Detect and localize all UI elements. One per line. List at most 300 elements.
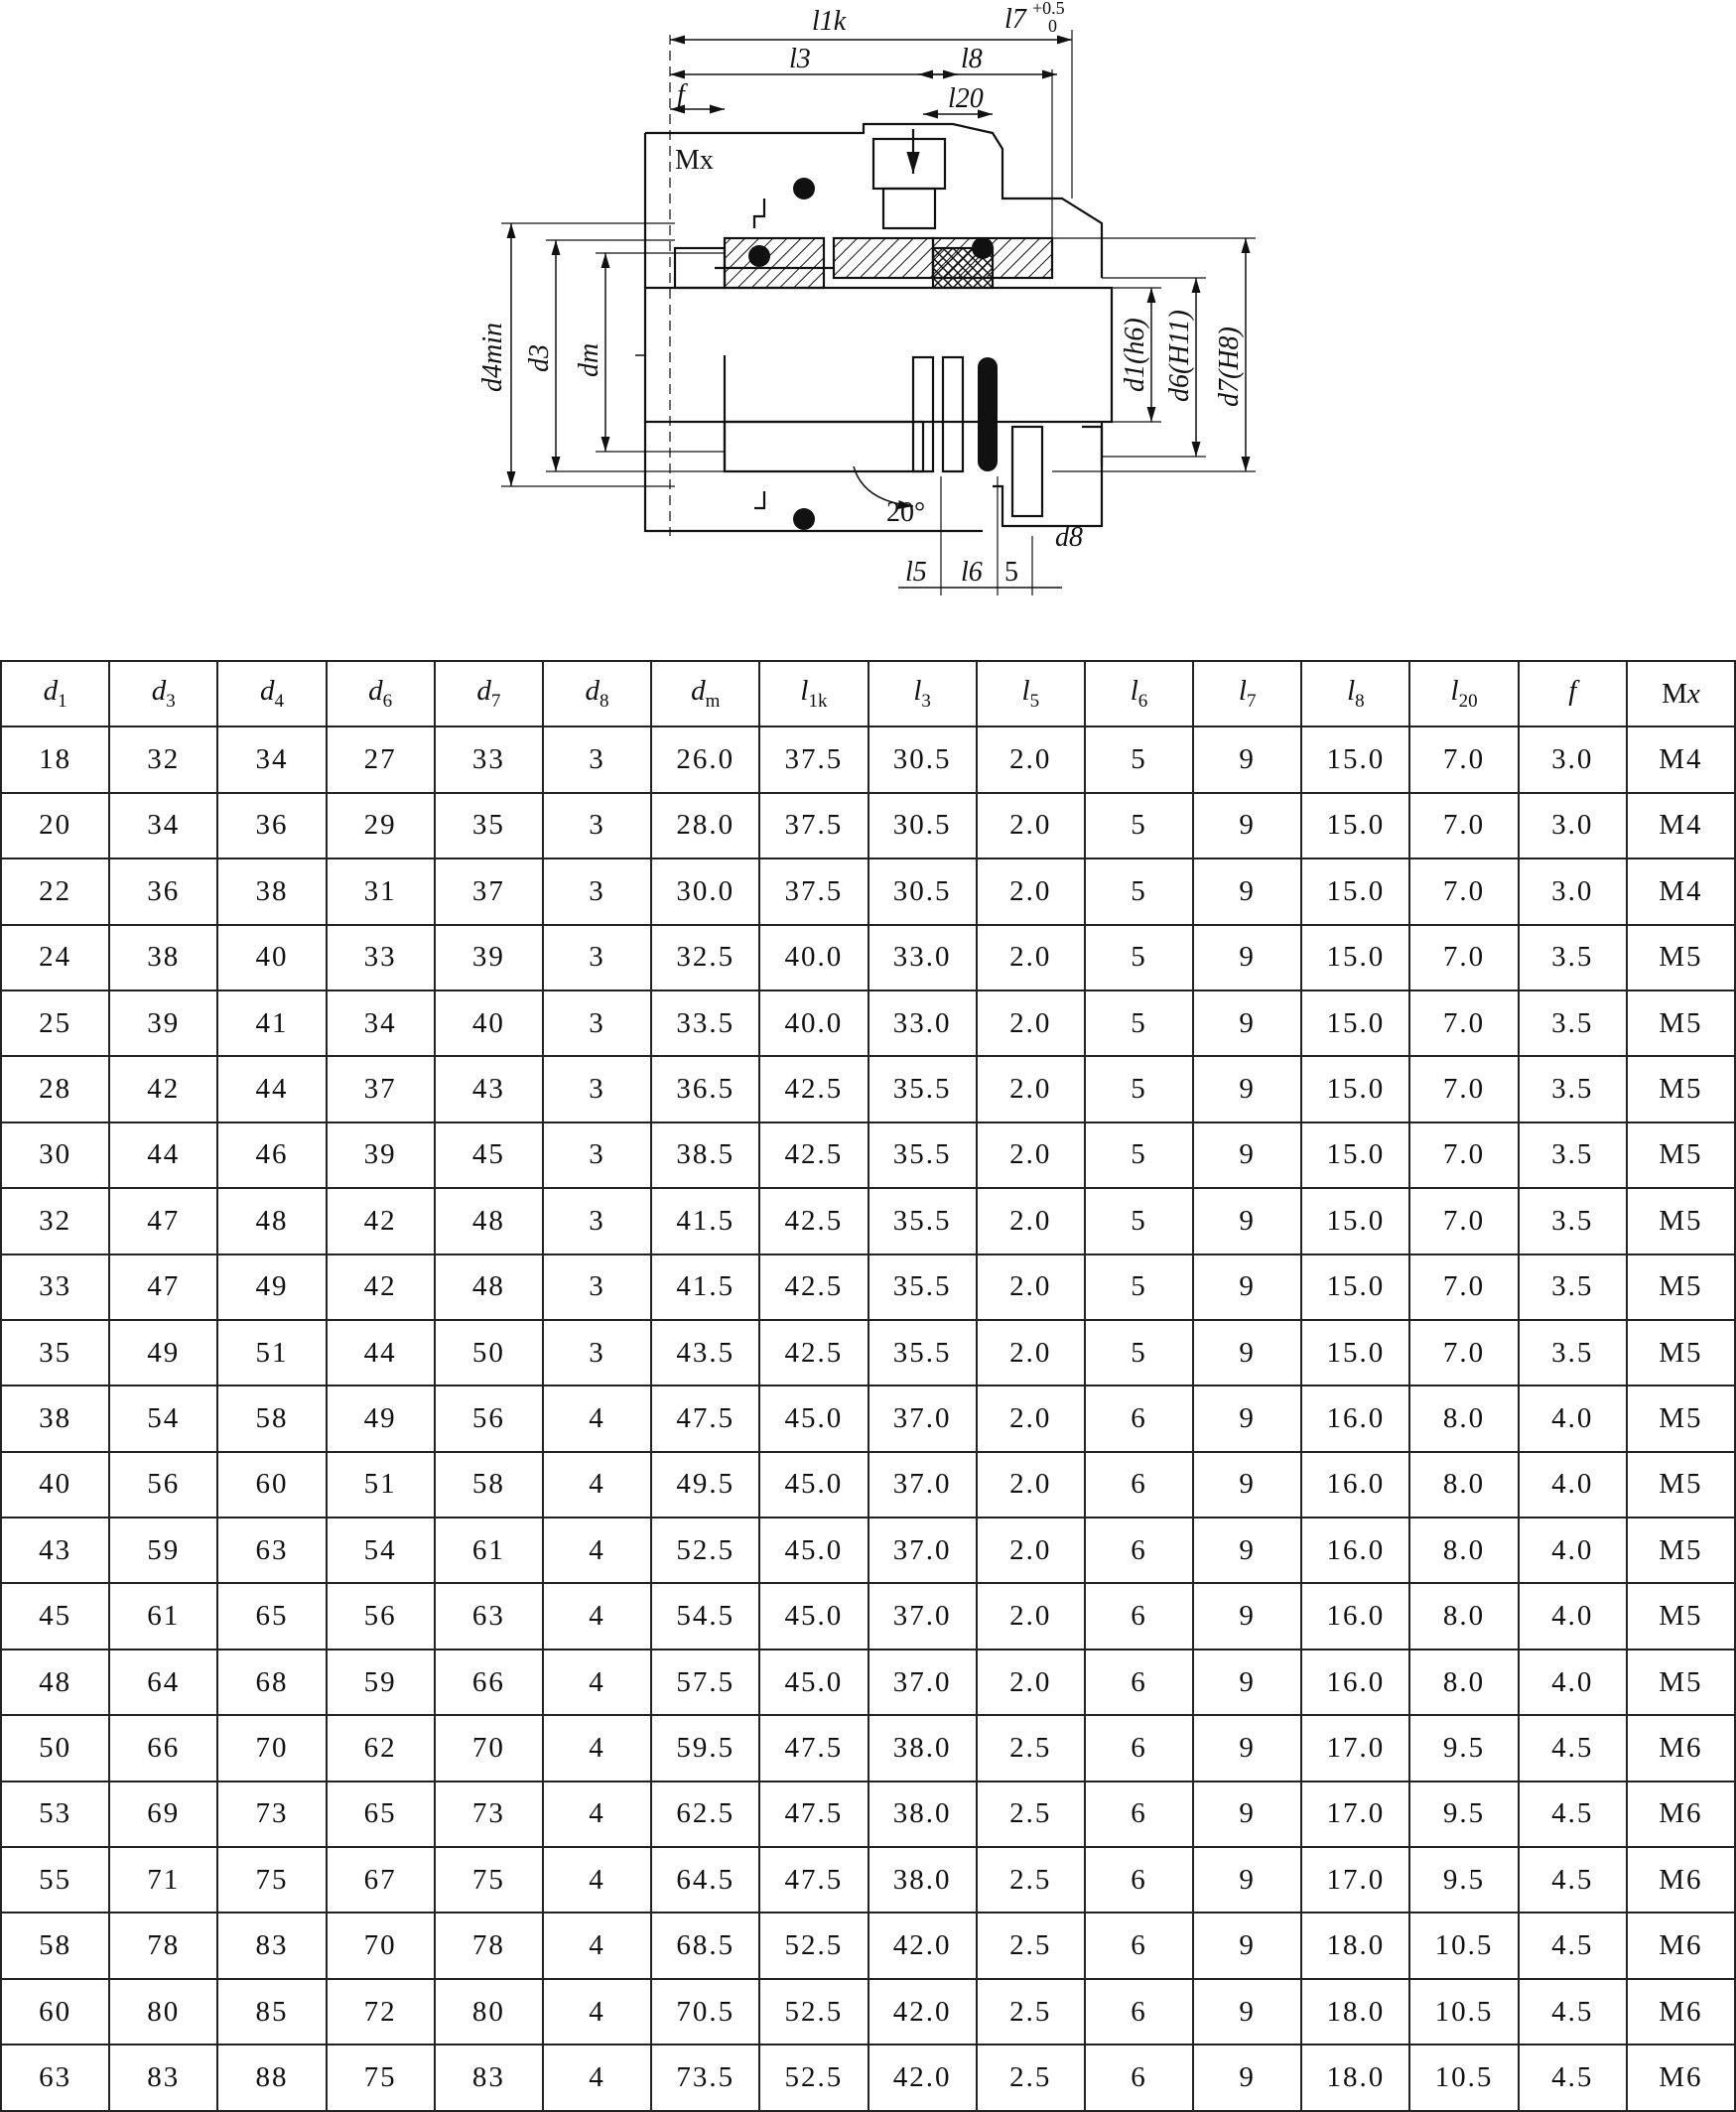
table-cell-l3: 37.0 [868,1650,977,1715]
table-cell-mx: M5 [1627,1452,1735,1518]
table-cell-l8: 16.0 [1301,1650,1409,1715]
table-cell-d6: 62 [327,1715,435,1781]
table-cell-l3: 35.5 [868,1254,977,1320]
table-cell-mx: M4 [1627,793,1735,858]
column-header-l1k: $l_{1k}$ [759,661,868,726]
table-cell-l5: 2.5 [977,1782,1085,1847]
table-cell-d3: 69 [109,1782,217,1847]
column-header-l6: $l_6$ [1085,661,1193,726]
table-cell-l7: 9 [1193,925,1301,990]
table-cell-l5: 2.0 [977,925,1085,990]
table-cell-d1: 45 [1,1583,109,1649]
svg-text:Mx [675,145,714,176]
shaft [645,288,1112,422]
table-cell-l7: 9 [1193,1386,1301,1451]
table-cell-dm: 73.5 [651,2045,759,2110]
table-cell-dm: 54.5 [651,1583,759,1649]
table-row [1,1188,1735,1254]
table-cell-d8: 3 [543,858,651,924]
table-cell-d4: 44 [217,1056,326,1122]
table-cell-d1: 38 [1,1386,109,1451]
table-cell-l6: 5 [1085,1056,1193,1122]
label-l1k: l1k [812,6,847,37]
table-cell-f: 4.5 [1519,1979,1627,2045]
svg-text:d8 [1055,522,1083,553]
table-cell-l5: 2.0 [977,1122,1085,1188]
table-cell-d3: 39 [109,990,217,1056]
table-cell-dm: 41.5 [651,1254,759,1320]
table-cell-d6: 49 [327,1386,435,1451]
table-cell-l1k: 45.0 [759,1386,868,1451]
label-l3: l3 [789,44,811,74]
table-cell-f: 4.0 [1519,1650,1627,1715]
table-cell-l6: 6 [1085,1386,1193,1451]
table-cell-d4: 75 [217,1847,326,1913]
table-cell-d4: 83 [217,1913,326,1978]
table-cell-l20: 7.0 [1409,793,1518,858]
table-cell-d8: 3 [543,990,651,1056]
column-header-l7: $l_7$ [1193,661,1301,726]
label-d8: d8 [1055,522,1083,553]
table-cell-d8: 4 [543,1913,651,1978]
table-cell-l20: 8.0 [1409,1452,1518,1518]
table-cell-d7: 39 [435,925,543,990]
table-cell-d3: 83 [109,2045,217,2110]
table-cell-d6: 72 [327,1979,435,2045]
table-cell-d3: 71 [109,1847,217,1913]
table-cell-l3: 35.5 [868,1122,977,1188]
svg-text:l20 [948,83,984,114]
table-cell-mx: M6 [1627,1782,1735,1847]
table-cell-l20: 7.0 [1409,1056,1518,1122]
table-cell-d7: 45 [435,1122,543,1188]
table-cell-d1: 63 [1,2045,109,2110]
table-cell-d3: 78 [109,1913,217,1978]
table-cell-d7: 48 [435,1188,543,1254]
svg-text:l1k [812,6,847,37]
table-cell-l1k: 45.0 [759,1583,868,1649]
table-cell-l3: 35.5 [868,1056,977,1122]
table-cell-l1k: 42.5 [759,1320,868,1386]
table-cell-d6: 65 [327,1782,435,1847]
table-cell-d1: 35 [1,1320,109,1386]
svg-text:d1(h6) [1120,318,1150,392]
table-cell-l8: 17.0 [1301,1715,1409,1781]
table-cell-l5: 2.0 [977,1188,1085,1254]
table-cell-d4: 38 [217,858,326,924]
table-cell-l6: 6 [1085,1583,1193,1649]
table-cell-f: 4.0 [1519,1518,1627,1583]
table-cell-d8: 3 [543,726,651,792]
table-cell-l20: 9.5 [1409,1847,1518,1913]
table-cell-d8: 4 [543,1979,651,2045]
table-cell-l5: 2.0 [977,1056,1085,1122]
table-cell-l6: 6 [1085,1715,1193,1781]
table-cell-l3: 37.0 [868,1386,977,1451]
table-cell-l3: 30.5 [868,858,977,924]
table-cell-l8: 16.0 [1301,1452,1409,1518]
table-row [1,1782,1735,1847]
table-cell-f: 3.5 [1519,990,1627,1056]
table-cell-d3: 34 [109,793,217,858]
table-cell-l20: 10.5 [1409,2045,1518,2110]
dimension-table [0,660,1736,2112]
table-cell-l7: 9 [1193,990,1301,1056]
table-cell-d6: 34 [327,990,435,1056]
table-cell-l20: 8.0 [1409,1650,1518,1715]
table-cell-mx: M5 [1627,1320,1735,1386]
table-row [1,1847,1735,1913]
table-cell-d7: 37 [435,858,543,924]
column-header-l8: $l_8$ [1301,661,1409,726]
table-cell-d7: 56 [435,1386,543,1451]
table-cell-l5: 2.5 [977,1979,1085,2045]
column-header-mx: Mx [1627,661,1735,726]
table-cell-mx: M4 [1627,726,1735,792]
table-cell-l20: 7.0 [1409,1188,1518,1254]
table-cell-d1: 53 [1,1782,109,1847]
table-cell-d8: 4 [543,1650,651,1715]
label-l7-tolerance-lower: 0 [1048,16,1057,36]
table-cell-l8: 15.0 [1301,1254,1409,1320]
table-cell-d4: 36 [217,793,326,858]
table-cell-d8: 3 [543,1122,651,1188]
table-cell-l5: 2.5 [977,1715,1085,1781]
table-cell-l6: 5 [1085,1320,1193,1386]
table-cell-d6: 42 [327,1188,435,1254]
table-cell-l1k: 45.0 [759,1452,868,1518]
column-header-d8: $d_8$ [543,661,651,726]
table-row [1,726,1735,792]
table-cell-d6: 70 [327,1913,435,1978]
table-cell-l3: 42.0 [868,2045,977,2110]
table-cell-d3: 66 [109,1715,217,1781]
table-cell-d7: 40 [435,990,543,1056]
table-cell-dm: 47.5 [651,1386,759,1451]
table-cell-l3: 37.0 [868,1583,977,1649]
table-body [1,726,1735,2110]
table-cell-d3: 56 [109,1452,217,1518]
label-mx: Mx [675,145,714,176]
table-cell-d1: 32 [1,1188,109,1254]
table-cell-l20: 7.0 [1409,1122,1518,1188]
table-row [1,1320,1735,1386]
table-cell-dm: 38.5 [651,1122,759,1188]
table-cell-d8: 3 [543,1188,651,1254]
table-cell-d1: 50 [1,1715,109,1781]
svg-text:l6 [961,557,983,588]
table-cell-d3: 47 [109,1254,217,1320]
table-cell-d1: 20 [1,793,109,858]
table-row [1,1452,1735,1518]
table-cell-l6: 5 [1085,1188,1193,1254]
table-cell-l1k: 47.5 [759,1782,868,1847]
table-cell-d4: 48 [217,1188,326,1254]
svg-text:20° [886,497,925,528]
svg-text:d7(H8) [1214,327,1245,407]
table-cell-d3: 36 [109,858,217,924]
table-cell-l8: 15.0 [1301,1122,1409,1188]
table-cell-l20: 7.0 [1409,925,1518,990]
table-cell-d6: 27 [327,726,435,792]
label-five: 5 [1004,557,1018,588]
table-cell-d6: 51 [327,1452,435,1518]
table-cell-d1: 28 [1,1056,109,1122]
table-cell-l3: 38.0 [868,1782,977,1847]
table-cell-d1: 58 [1,1913,109,1978]
table-cell-l3: 38.0 [868,1847,977,1913]
table-cell-d1: 43 [1,1518,109,1583]
table-cell-dm: 30.0 [651,858,759,924]
table-cell-mx: M5 [1627,1122,1735,1188]
table-cell-l8: 15.0 [1301,1188,1409,1254]
table-cell-d4: 40 [217,925,326,990]
table-cell-l3: 37.0 [868,1518,977,1583]
table-cell-mx: M5 [1627,1518,1735,1583]
table-cell-d8: 3 [543,1254,651,1320]
table-cell-l3: 38.0 [868,1715,977,1781]
table-cell-l20: 7.0 [1409,1320,1518,1386]
label-l5: l5 [905,557,927,588]
table-cell-f: 3.0 [1519,726,1627,792]
table-cell-l1k: 37.5 [759,726,868,792]
table-cell-l8: 17.0 [1301,1847,1409,1913]
table-cell-d1: 24 [1,925,109,990]
table-cell-l8: 18.0 [1301,2045,1409,2110]
table-row [1,793,1735,858]
table-cell-d6: 29 [327,793,435,858]
table-cell-d7: 61 [435,1518,543,1583]
table-cell-d3: 64 [109,1650,217,1715]
table-cell-l7: 9 [1193,858,1301,924]
table-cell-f: 4.0 [1519,1583,1627,1649]
label-angle: 20° [886,497,926,528]
table-cell-d4: 51 [217,1320,326,1386]
table-cell-d7: 33 [435,726,543,792]
table-cell-l20: 7.0 [1409,990,1518,1056]
table-cell-l1k: 37.5 [759,793,868,858]
table-cell-d8: 4 [543,1715,651,1781]
table-cell-l8: 15.0 [1301,925,1409,990]
table-cell-dm: 68.5 [651,1913,759,1978]
svg-text:l5 [905,557,927,588]
o-ring-bottom [793,508,815,530]
table-cell-f: 4.0 [1519,1386,1627,1451]
table-cell-d6: 33 [327,925,435,990]
table-cell-d7: 58 [435,1452,543,1518]
column-header-dm: $d_m$ [651,661,759,726]
table-cell-d3: 54 [109,1386,217,1451]
table-row [1,1386,1735,1451]
table-row [1,1122,1735,1188]
column-header-d7: $d_7$ [435,661,543,726]
table-cell-l3: 35.5 [868,1188,977,1254]
table-cell-l6: 6 [1085,1782,1193,1847]
table-cell-d1: 40 [1,1452,109,1518]
table-cell-mx: M5 [1627,1254,1735,1320]
table-cell-l20: 8.0 [1409,1518,1518,1583]
table-cell-dm: 70.5 [651,1979,759,2045]
table-cell-d8: 4 [543,1386,651,1451]
table-cell-d6: 31 [327,858,435,924]
table-cell-f: 3.0 [1519,858,1627,924]
table-cell-f: 3.0 [1519,793,1627,858]
table-cell-l20: 10.5 [1409,1979,1518,2045]
svg-text:d6(H11) [1164,310,1195,402]
table-cell-mx: M6 [1627,1847,1735,1913]
table-cell-d7: 73 [435,1782,543,1847]
table-cell-mx: M4 [1627,858,1735,924]
table-cell-mx: M5 [1627,1386,1735,1451]
table-row [1,2045,1735,2110]
table-cell-d1: 48 [1,1650,109,1715]
table-cell-mx: M5 [1627,1650,1735,1715]
table-cell-l3: 33.0 [868,925,977,990]
table-cell-d1: 60 [1,1979,109,2045]
table-cell-f: 3.5 [1519,1188,1627,1254]
table-cell-l6: 5 [1085,1122,1193,1188]
table-cell-l7: 9 [1193,1847,1301,1913]
table-cell-d1: 25 [1,990,109,1056]
table-cell-mx: M5 [1627,1056,1735,1122]
table-cell-l1k: 42.5 [759,1188,868,1254]
table-cell-l7: 9 [1193,1518,1301,1583]
table-cell-l6: 6 [1085,1650,1193,1715]
table-cell-d8: 4 [543,2045,651,2110]
label-l7: l7 [1004,4,1026,35]
svg-text:0 [1048,16,1057,36]
table-cell-d1: 55 [1,1847,109,1913]
table-cell-f: 3.5 [1519,1320,1627,1386]
table-cell-l8: 15.0 [1301,793,1409,858]
table-row [1,1913,1735,1978]
table-cell-dm: 49.5 [651,1452,759,1518]
column-header-d6: $d_6$ [327,661,435,726]
label-d7: d7(H8) [1214,327,1245,407]
table-cell-d4: 34 [217,726,326,792]
table-cell-mx: M5 [1627,990,1735,1056]
table-cell-l5: 2.0 [977,726,1085,792]
table-cell-l6: 5 [1085,793,1193,858]
table-cell-d7: 63 [435,1583,543,1649]
table-cell-l5: 2.0 [977,1452,1085,1518]
table-cell-d8: 4 [543,1583,651,1649]
svg-text:l8 [961,44,983,74]
label-f: f [677,79,685,110]
table-cell-dm: 32.5 [651,925,759,990]
table-cell-f: 4.5 [1519,1913,1627,1978]
table-cell-l8: 15.0 [1301,858,1409,924]
table-row [1,1254,1735,1320]
column-header-l5: $l_5$ [977,661,1085,726]
table-cell-d6: 39 [327,1122,435,1188]
table-cell-l7: 9 [1193,1320,1301,1386]
table-cell-d3: 61 [109,1583,217,1649]
table-cell-d8: 3 [543,793,651,858]
table-cell-l7: 9 [1193,1650,1301,1715]
table-cell-l6: 5 [1085,726,1193,792]
table-cell-d3: 32 [109,726,217,792]
table-cell-l8: 15.0 [1301,1320,1409,1386]
table-cell-d4: 70 [217,1715,326,1781]
table-cell-d6: 67 [327,1847,435,1913]
table-cell-d3: 49 [109,1320,217,1386]
svg-text:f [677,79,688,110]
seal-cross-section-drawing [0,0,1736,635]
table-cell-l8: 16.0 [1301,1518,1409,1583]
table-cell-l1k: 40.0 [759,925,868,990]
table-cell-f: 4.5 [1519,1847,1627,1913]
label-d3: d3 [524,344,555,372]
label-d4min: d4min [477,323,508,392]
table-cell-d4: 88 [217,2045,326,2110]
table-cell-l1k: 40.0 [759,990,868,1056]
table-cell-l3: 33.0 [868,990,977,1056]
table-cell-l20: 7.0 [1409,726,1518,792]
table-cell-d7: 78 [435,1913,543,1978]
table-row [1,925,1735,990]
table-cell-d1: 30 [1,1122,109,1188]
table-cell-d6: 59 [327,1650,435,1715]
table-cell-dm: 59.5 [651,1715,759,1781]
table-cell-d1: 18 [1,726,109,792]
table-cell-f: 3.5 [1519,1254,1627,1320]
table-cell-l5: 2.0 [977,1386,1085,1451]
table-cell-d7: 66 [435,1650,543,1715]
table-cell-d4: 73 [217,1782,326,1847]
table-cell-f: 4.5 [1519,1782,1627,1847]
table-cell-l5: 2.5 [977,2045,1085,2110]
table-cell-l6: 6 [1085,2045,1193,2110]
table-cell-l7: 9 [1193,1979,1301,2045]
table-cell-l6: 5 [1085,858,1193,924]
column-header-l20: $l_{20}$ [1409,661,1518,726]
table-cell-dm: 26.0 [651,726,759,792]
table-cell-l6: 5 [1085,925,1193,990]
table-cell-d8: 4 [543,1452,651,1518]
column-header-d4: $d_4$ [217,661,326,726]
table-cell-l5: 2.5 [977,1847,1085,1913]
table-cell-d7: 48 [435,1254,543,1320]
table-cell-f: 4.5 [1519,1715,1627,1781]
table-cell-d3: 44 [109,1122,217,1188]
table-cell-f: 4.0 [1519,1452,1627,1518]
column-header-l3: $l_3$ [868,661,977,726]
o-ring-gland [793,178,815,199]
table-cell-l5: 2.0 [977,1518,1085,1583]
table-cell-mx: M6 [1627,1913,1735,1978]
label-l20: l20 [948,83,984,114]
table-cell-l20: 9.5 [1409,1715,1518,1781]
table-cell-l3: 30.5 [868,726,977,792]
table-cell-l1k: 45.0 [759,1518,868,1583]
table-cell-l7: 9 [1193,1122,1301,1188]
table-cell-l1k: 47.5 [759,1715,868,1781]
column-header-d1: $d_1$ [1,661,109,726]
table-cell-l6: 5 [1085,990,1193,1056]
table-cell-l5: 2.0 [977,1320,1085,1386]
label-l7-tolerance-upper: +0.5 [1032,0,1065,18]
table-cell-l5: 2.0 [977,1650,1085,1715]
table-cell-d3: 38 [109,925,217,990]
table-cell-l3: 30.5 [868,793,977,858]
table-cell-l5: 2.0 [977,990,1085,1056]
table-cell-l8: 16.0 [1301,1583,1409,1649]
table-row [1,1979,1735,2045]
table-cell-l3: 35.5 [868,1320,977,1386]
table-cell-dm: 62.5 [651,1782,759,1847]
table-cell-l7: 9 [1193,1254,1301,1320]
